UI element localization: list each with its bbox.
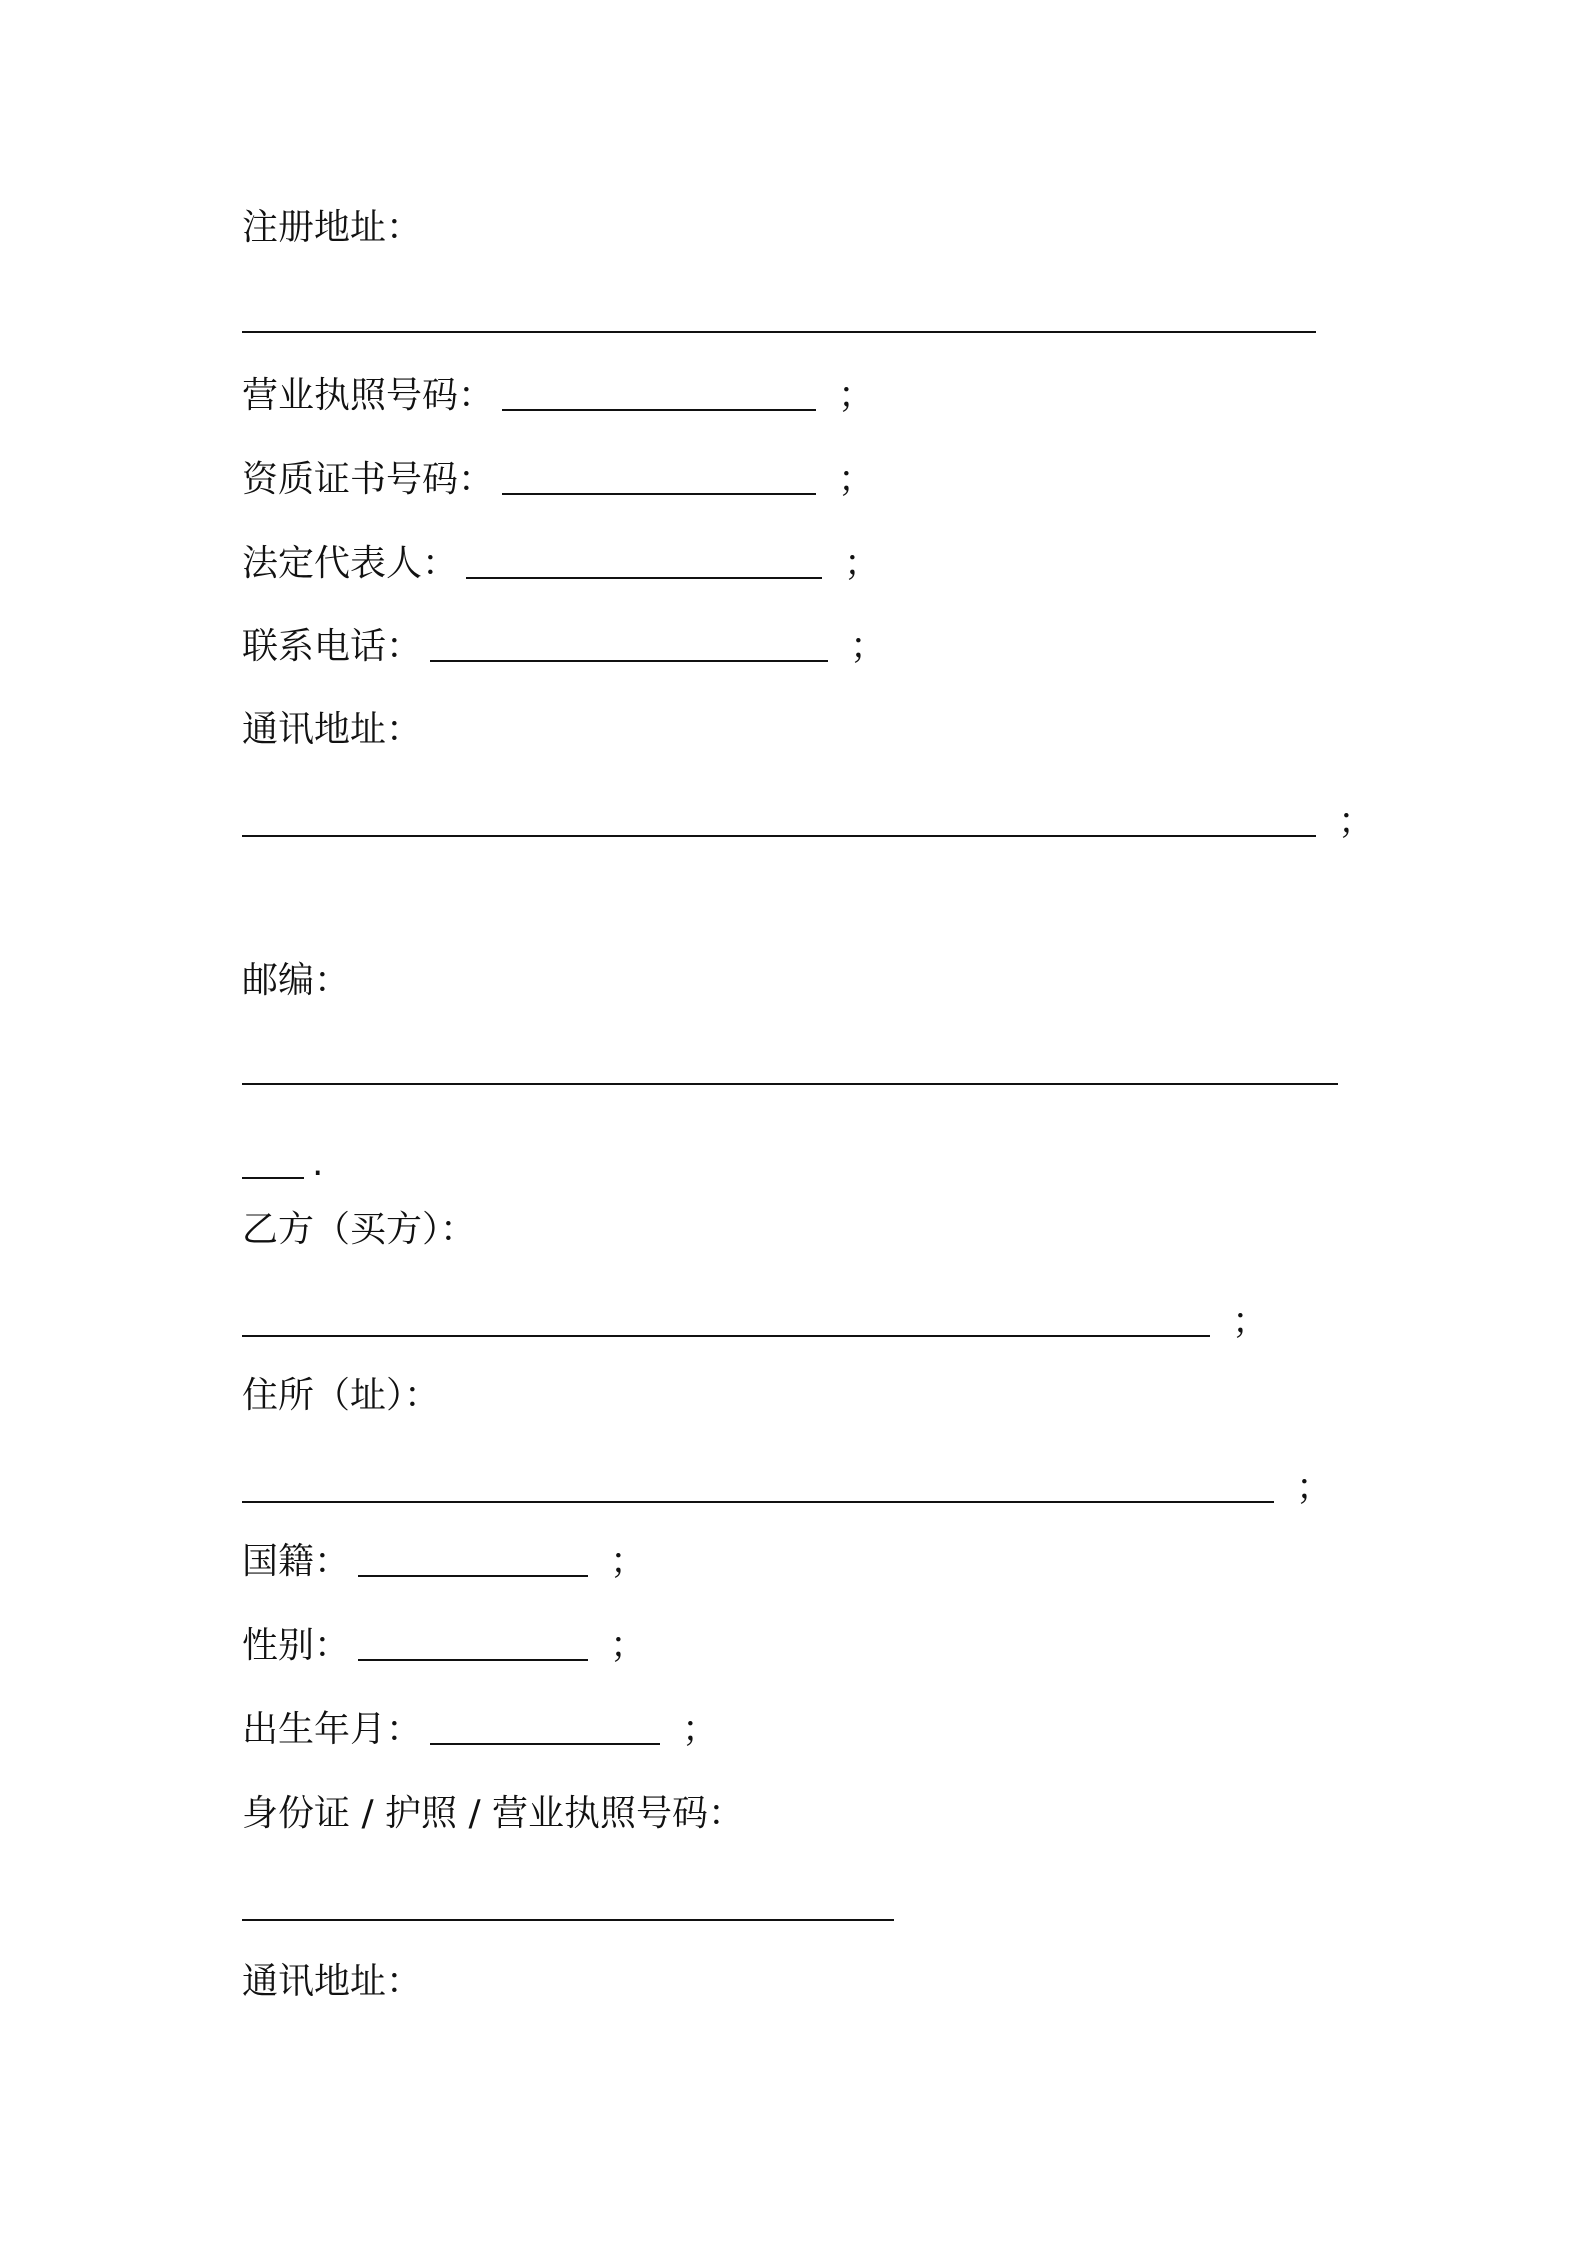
mailing-address-b-label: 通讯地址：: [242, 1961, 423, 2002]
residence-blank[interactable]: [242, 1471, 1274, 1503]
gender-label: 性别：: [242, 1625, 351, 1666]
registered-address-blank[interactable]: [242, 301, 1316, 333]
qualification-cert-blank[interactable]: [502, 463, 816, 495]
id-passport-license-blank-line: [242, 1884, 894, 1928]
phone-end: ；: [850, 626, 887, 667]
postcode-blank-line-2: [242, 1142, 323, 1186]
nationality-label: 国籍：: [242, 1541, 351, 1582]
residence-end: ；: [1296, 1467, 1333, 1508]
postcode-blank-1[interactable]: [242, 1053, 1338, 1085]
party-b-blank-line: [242, 1300, 1268, 1344]
qualification-cert-line: [242, 458, 874, 502]
business-license-end: ；: [838, 375, 875, 416]
qualification-cert-label: 资质证书号码：: [242, 459, 495, 500]
phone-label: 联系电话：: [242, 626, 423, 667]
postcode-label: 邮编：: [242, 960, 351, 1001]
birth-date-end: ；: [682, 1709, 719, 1750]
birth-date-label: 出生年月：: [242, 1709, 423, 1750]
gender-line: [242, 1624, 646, 1668]
id-passport-license-label-line: [242, 1792, 744, 1836]
birth-date-line: [242, 1708, 718, 1752]
nationality-end: ；: [610, 1541, 647, 1582]
party-b-label: 乙方（买方）：: [242, 1209, 477, 1250]
business-license-blank[interactable]: [502, 379, 816, 411]
postcode-blank-2[interactable]: [242, 1147, 304, 1179]
legal-representative-line: [242, 542, 880, 586]
party-b-blank[interactable]: [242, 1305, 1210, 1337]
party-b-end: ；: [1232, 1301, 1269, 1342]
residence-blank-line: [242, 1466, 1332, 1510]
registered-address-label-line: [242, 206, 422, 250]
mailing-address-a-label-line: [242, 708, 422, 752]
phone-line: [242, 625, 886, 669]
residence-label-line: [242, 1374, 440, 1418]
postcode-label-line: [242, 959, 350, 1003]
business-license-line: [242, 374, 874, 418]
qualification-cert-end: ；: [838, 459, 875, 500]
business-license-label: 营业执照号码：: [242, 375, 495, 416]
mailing-address-a-end: ；: [1338, 801, 1375, 842]
nationality-line: [242, 1540, 646, 1584]
legal-representative-label: 法定代表人：: [242, 543, 459, 584]
id-passport-license-label: 身份证 / 护照 / 营业执照号码：: [242, 1793, 745, 1834]
legal-representative-blank[interactable]: [466, 547, 822, 579]
postcode-end: .: [312, 1143, 324, 1184]
mailing-address-a-blank[interactable]: [242, 805, 1316, 837]
birth-date-blank[interactable]: [430, 1713, 660, 1745]
mailing-address-b-label-line: [242, 1960, 422, 2004]
party-b-label-line: [242, 1208, 476, 1252]
nationality-blank[interactable]: [358, 1545, 588, 1577]
residence-label: 住所（址）：: [242, 1375, 441, 1416]
legal-representative-end: ；: [844, 543, 881, 584]
mailing-address-a-label: 通讯地址：: [242, 709, 423, 750]
gender-blank[interactable]: [358, 1629, 588, 1661]
phone-blank[interactable]: [430, 630, 828, 662]
registered-address-label: 注册地址：: [242, 207, 423, 248]
mailing-address-a-blank-line: [242, 800, 1374, 844]
postcode-blank-line-1: [242, 1048, 1338, 1092]
id-passport-license-blank[interactable]: [242, 1889, 894, 1921]
gender-end: ；: [610, 1625, 647, 1666]
registered-address-blank-line: [242, 296, 1316, 340]
